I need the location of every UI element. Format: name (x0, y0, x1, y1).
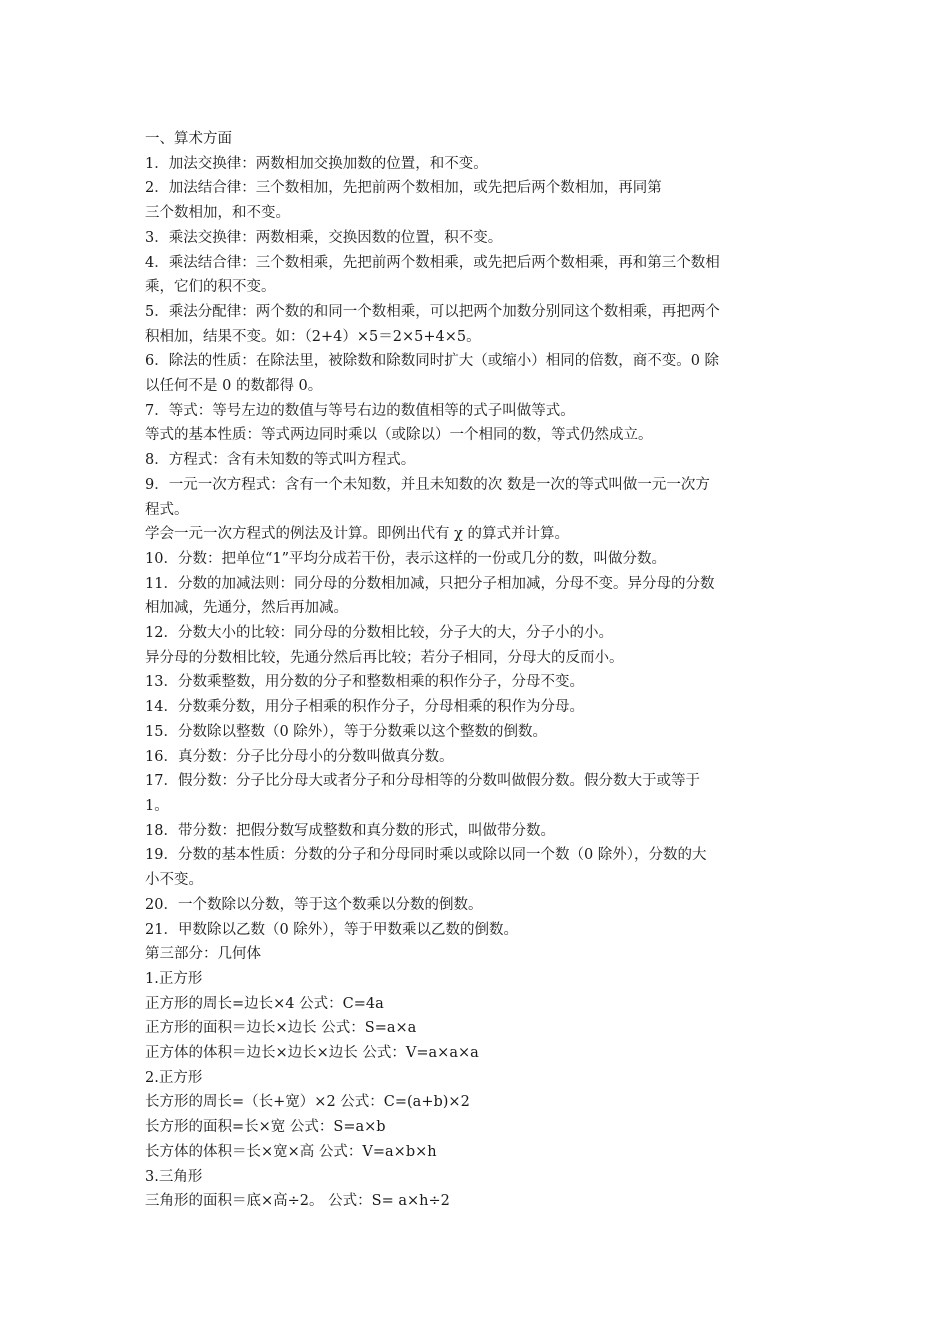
text-line: 20．一个数除以分数，等于这个数乘以分数的倒数。 (145, 896, 483, 913)
text-line: 1。 (145, 797, 169, 814)
formula-line: 三角形的面积＝底×高÷2。 公式：S= a×h÷2 (145, 1193, 450, 1210)
section-heading: 第三部分：几何体 (145, 946, 261, 963)
formula-line: 正方形的周长=边长×4 公式：C=4a (145, 995, 384, 1012)
text-line: 三个数相加，和不变。 (145, 205, 290, 222)
text-line: 11．分数的加减法则：同分母的分数相加减，只把分子相加减，分母不变。异分母的分数 (145, 575, 715, 592)
text-line: 一、算术方面 (145, 131, 232, 147)
text-line: 5．乘法分配律：两个数的和同一个数相乘，可以把两个加数分别同这个数相乘，再把两个 (145, 303, 720, 320)
formula-line: 长方形的面积=长×宽 公式：S=a×b (145, 1119, 386, 1136)
text-line: 14．分数乘分数，用分子相乘的积作分子，分母相乘的积作为分母。 (145, 699, 584, 716)
text-line: 异分母的分数相比较，先通分然后再比较；若分子相同，分母大的反而小。 (145, 649, 624, 666)
text-line: 15．分数除以整数（0 除外），等于分数乘以这个整数的倒数。 (145, 723, 548, 740)
text-line: 1．加法交换律：两数相加交换加数的位置，和不变。 (145, 155, 488, 172)
text-line: 13．分数乘整数，用分数的分子和整数相乘的积作分子，分母不变。 (145, 674, 584, 691)
text-line: 4．乘法结合律：三个数相乘，先把前两个数相乘，或先把后两个数相乘，再和第三个数相 (145, 254, 720, 271)
formula-line: 长方体的体积＝长×宽×高 公式：V=a×b×h (145, 1143, 437, 1160)
text-line: 7．等式：等号左边的数值与等号右边的数值相等的式子叫做等式。 (145, 402, 575, 419)
subsection-heading: 1.正方形 (145, 970, 203, 987)
text-line: 相加减，先通分，然后再加减。 (145, 600, 348, 617)
text-line: 6．除法的性质：在除法里，被除数和除数同时扩大（或缩小）相同的倍数，商不变。0 除 (145, 353, 720, 370)
text-line: 18．带分数：把假分数写成整数和真分数的形式，叫做带分数。 (145, 822, 555, 839)
text-line: 乘，它们的积不变。 (145, 279, 276, 296)
text-line: 2．加法结合律：三个数相加，先把前两个数相加，或先把后两个数相加，再同第 (145, 180, 662, 197)
text-line: 积相加，结果不变。如：（2+4）×5＝2×5+4×5。 (145, 328, 481, 345)
text-line: 21．甲数除以乙数（0 除外），等于甲数乘以乙数的倒数。 (145, 921, 519, 938)
text-line: 3．乘法交换律：两数相乘，交换因数的位置，积不变。 (145, 229, 503, 246)
document-body (145, 127, 815, 1214)
formula-line: 长方形的周长=（长+宽）×2 公式：C=(a+b)×2 (145, 1094, 470, 1111)
text-line: 以任何不是 0 的数都得 0。 (145, 378, 323, 395)
text-line: 小不变。 (145, 872, 203, 889)
subsection-heading: 3.三角形 (145, 1168, 203, 1185)
formula-line: 正方形的面积＝边长×边长 公式：S=a×a (145, 1020, 417, 1037)
formula-line: 正方体的体积＝边长×边长×边长 公式：V=a×a×a (145, 1045, 479, 1062)
text-line: 17．假分数：分子比分母大或者分子和分母相等的分数叫做假分数。假分数大于或等于 (145, 773, 700, 790)
text-line: 8．方程式：含有未知数的等式叫方程式。 (145, 452, 416, 469)
text-line: 程式。 (145, 501, 189, 518)
text-line: 等式的基本性质：等式两边同时乘以（或除以）一个相同的数，等式仍然成立。 (145, 427, 653, 444)
subsection-heading: 2.正方形 (145, 1069, 203, 1086)
text-line: 12．分数大小的比较：同分母的分数相比较，分子大的大，分子小的小。 (145, 625, 613, 642)
text-line: 16．真分数：分子比分母小的分数叫做真分数。 (145, 748, 454, 765)
text-line: 学会一元一次方程式的例法及计算。即例出代有 χ 的算式并计算。 (145, 526, 570, 543)
text-line: 19．分数的基本性质：分数的分子和分母同时乘以或除以同一个数（0 除外），分数的大 (145, 847, 707, 864)
text-line: 10．分数：把单位“1”平均分成若干份，表示这样的一份或几分的数，叫做分数。 (145, 550, 666, 567)
text-line: 9．一元一次方程式：含有一个未知数，并且未知数的次 数是一次的等式叫做一元一次方 (145, 476, 710, 493)
